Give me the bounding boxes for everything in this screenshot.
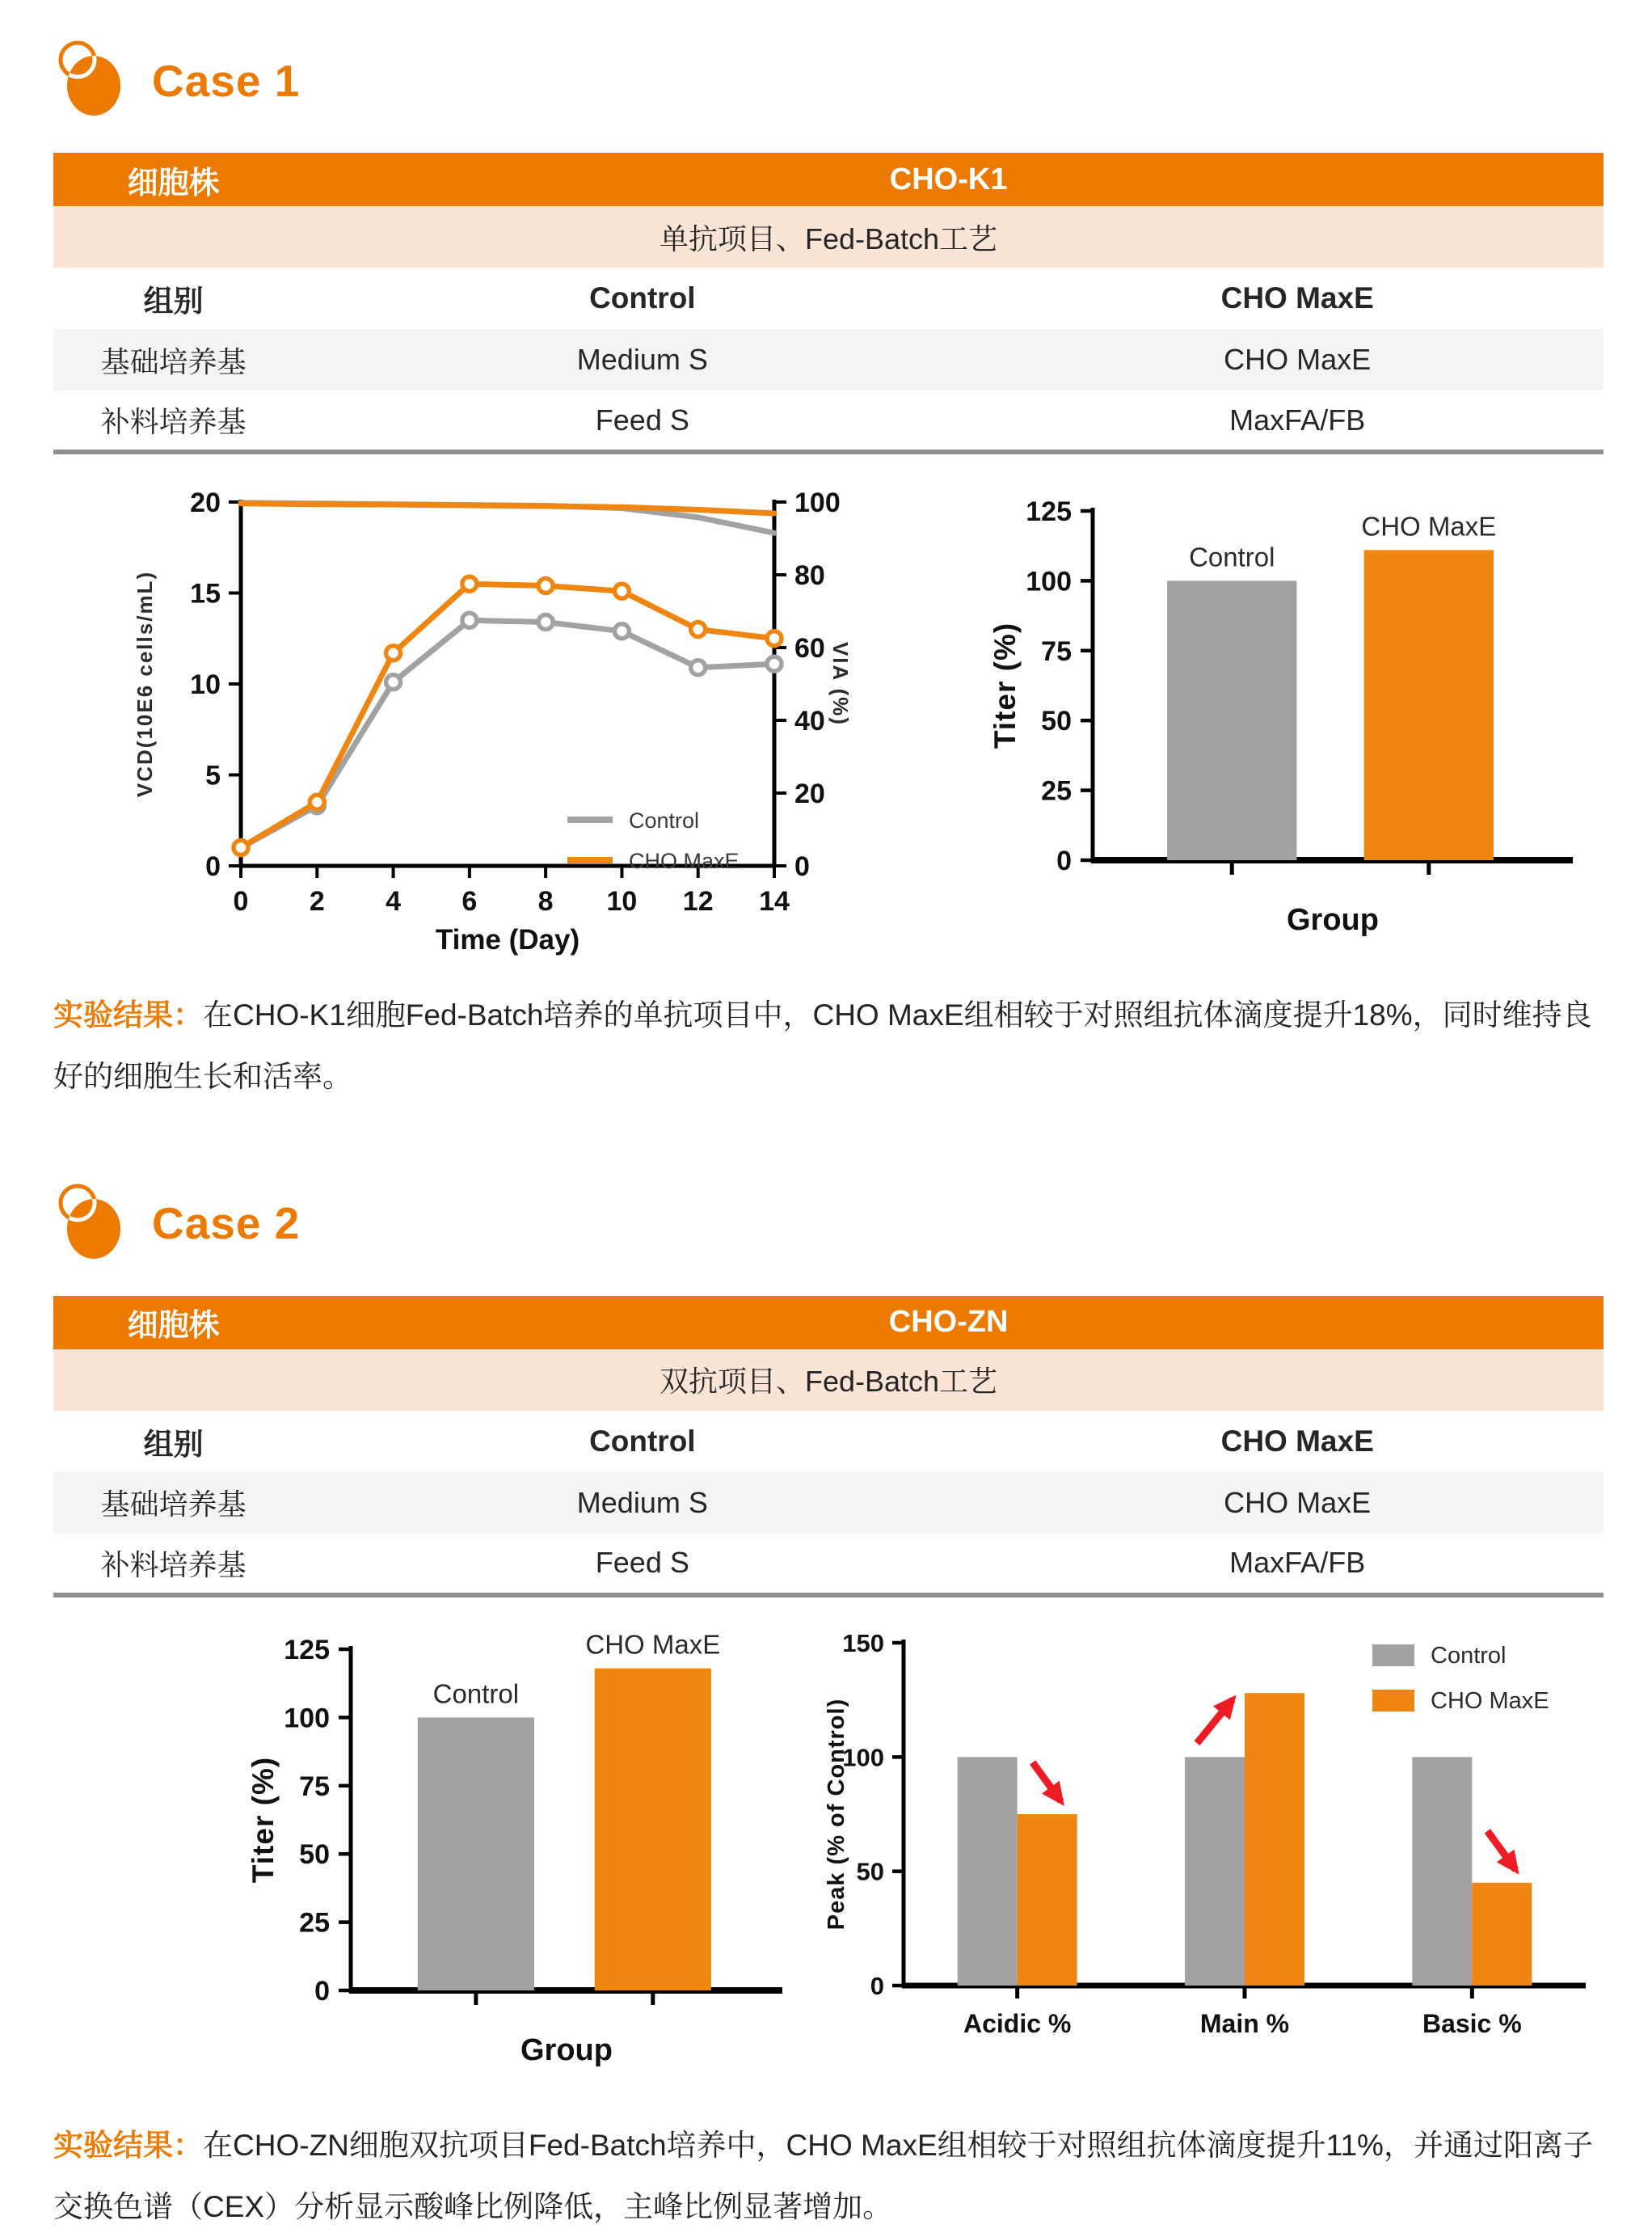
table-row-strain — [53, 1296, 1604, 1349]
table-row-basal-medium — [53, 1472, 1604, 1534]
table-cell: Feed S — [293, 390, 991, 452]
svg-text:100: 100 — [284, 1703, 330, 1734]
result-label: 实验结果： — [53, 2128, 203, 2162]
table-row-subheader — [53, 1349, 1604, 1411]
svg-text:Main %: Main % — [1199, 2008, 1290, 2038]
vcd-via-line-chart — [118, 482, 862, 956]
svg-text:Titer (%): Titer (%) — [247, 1756, 280, 1883]
svg-text:80: 80 — [794, 560, 825, 591]
svg-text:Group: Group — [1287, 903, 1379, 937]
svg-text:0: 0 — [205, 851, 221, 882]
table-row-subheader — [53, 206, 1604, 268]
case2-title: Case 2 — [152, 1198, 301, 1249]
svg-text:8: 8 — [537, 886, 554, 917]
svg-text:14: 14 — [759, 886, 790, 917]
result-text: 在CHO-ZN细胞双抗项目Fed-Batch培养中，CHO MaxE组相较于对照组抗体滴度提升11%，并通过阳离子交换色谱（CEX）分析显示酸峰比例降低，主峰比例显著增加。 — [53, 2128, 1593, 2223]
circles-icon — [53, 1182, 128, 1265]
case2-result — [53, 2115, 1604, 2237]
svg-text:0: 0 — [233, 886, 249, 917]
result-text: 在CHO-K1细胞Fed-Batch培养的单抗项目中，CHO MaxE组相较于对照组抗体滴度提升18%，同时维持良好的细胞生长和活率。 — [53, 998, 1592, 1093]
subheader-cell: 双抗项目、Fed-Batch工艺 — [53, 1349, 1604, 1411]
svg-text:VCD(10E6 cells/mL): VCD(10E6 cells/mL) — [133, 570, 157, 798]
table-row-columns — [53, 1411, 1604, 1472]
column-header-cell: 组别 — [143, 1427, 204, 1461]
strain-label-cell: 细胞株 — [53, 1296, 293, 1349]
table-row-feed-medium — [53, 1534, 1604, 1595]
svg-text:75: 75 — [1041, 635, 1072, 667]
table-cell: MaxFA/FB — [991, 1534, 1604, 1595]
svg-text:Control: Control — [629, 808, 700, 833]
svg-text:Basic %: Basic % — [1422, 2008, 1522, 2038]
svg-text:Group: Group — [520, 2032, 613, 2067]
svg-text:25: 25 — [299, 1907, 330, 1939]
case2-cex-grouped-bar-chart — [816, 1620, 1616, 2081]
table-cell: 基础培养基 — [53, 329, 293, 390]
subheader-cell: 单抗项目、Fed-Batch工艺 — [53, 206, 1604, 268]
svg-text:25: 25 — [1041, 775, 1072, 807]
svg-text:100: 100 — [842, 1743, 884, 1772]
table-cell: Feed S — [293, 1534, 991, 1595]
svg-text:Acidic %: Acidic % — [963, 2008, 1072, 2038]
case2-table — [53, 1296, 1604, 1598]
table-cell: Medium S — [293, 329, 991, 390]
svg-text:CHO MaxE: CHO MaxE — [585, 1629, 721, 1660]
table-cell: CHO MaxE — [991, 329, 1604, 390]
table-row-basal-medium — [53, 329, 1604, 390]
case2-titer-bar-chart — [239, 1620, 805, 2081]
column-header-cell: Control — [589, 281, 696, 314]
svg-text:4: 4 — [386, 886, 402, 917]
column-header-cell: Control — [589, 1424, 696, 1458]
table-cell: Medium S — [293, 1472, 991, 1534]
table-row-strain — [53, 153, 1604, 206]
svg-text:0: 0 — [314, 1975, 330, 2007]
svg-text:Control: Control — [1189, 542, 1275, 572]
svg-text:10: 10 — [606, 886, 638, 917]
table-cell: CHO MaxE — [991, 1472, 1604, 1534]
svg-text:Time (Day): Time (Day) — [435, 924, 580, 956]
svg-text:60: 60 — [794, 633, 825, 664]
svg-text:Control: Control — [432, 1678, 520, 1709]
svg-text:12: 12 — [682, 886, 714, 917]
case2-header — [53, 1182, 1604, 1265]
svg-text:Peak (% of Control): Peak (% of Control) — [824, 1698, 849, 1930]
svg-text:125: 125 — [284, 1634, 330, 1665]
table-row-feed-medium — [53, 390, 1604, 452]
svg-text:CHO MaxE: CHO MaxE — [1431, 1687, 1549, 1714]
circles-icon — [53, 39, 128, 122]
svg-text:150: 150 — [842, 1628, 884, 1657]
svg-text:0: 0 — [794, 851, 810, 882]
svg-text:Titer (%): Titer (%) — [988, 622, 1022, 749]
svg-text:50: 50 — [1041, 706, 1072, 737]
column-header-cell: CHO MaxE — [1220, 281, 1374, 314]
svg-text:Control: Control — [1431, 1642, 1507, 1669]
svg-text:2: 2 — [309, 886, 325, 917]
table-row-columns — [53, 268, 1604, 329]
svg-text:75: 75 — [299, 1771, 330, 1802]
svg-text:100: 100 — [794, 487, 841, 518]
result-label: 实验结果： — [53, 998, 203, 1032]
case1-section — [53, 39, 1604, 1108]
column-header-cell: CHO MaxE — [1220, 1424, 1374, 1458]
svg-text:15: 15 — [190, 578, 221, 610]
table-cell: 补料培养基 — [53, 1534, 293, 1595]
strain-value-cell: CHO-K1 — [293, 153, 1604, 206]
svg-text:VIA (%): VIA (%) — [828, 641, 853, 727]
case2-section — [53, 1182, 1604, 2237]
svg-text:CHO MaxE: CHO MaxE — [629, 849, 740, 873]
column-header-cell: 组别 — [143, 285, 204, 318]
svg-text:20: 20 — [190, 487, 221, 518]
svg-text:50: 50 — [856, 1857, 884, 1886]
svg-text:0: 0 — [1056, 846, 1072, 876]
svg-text:6: 6 — [461, 886, 478, 917]
case1-result — [53, 985, 1604, 1108]
svg-text:5: 5 — [205, 760, 221, 791]
case1-title: Case 1 — [152, 55, 301, 106]
case1-table — [53, 153, 1604, 454]
svg-text:100: 100 — [1026, 566, 1072, 597]
table-cell: 基础培养基 — [53, 1472, 293, 1534]
case1-figures — [53, 482, 1604, 956]
strain-label-cell: 细胞株 — [53, 153, 293, 206]
table-cell: 补料培养基 — [53, 390, 293, 452]
strain-value-cell: CHO-ZN — [293, 1296, 1604, 1349]
svg-text:0: 0 — [870, 1971, 884, 2000]
svg-text:CHO MaxE: CHO MaxE — [1361, 511, 1497, 542]
svg-text:20: 20 — [794, 779, 825, 809]
svg-text:125: 125 — [1026, 496, 1072, 527]
svg-text:10: 10 — [190, 669, 221, 700]
svg-text:50: 50 — [299, 1838, 330, 1870]
svg-text:40: 40 — [794, 706, 825, 737]
case2-figures — [53, 1620, 1604, 2081]
case1-header — [53, 39, 1604, 122]
table-cell: MaxFA/FB — [991, 390, 1604, 452]
case1-titer-bar-chart — [981, 482, 1595, 951]
